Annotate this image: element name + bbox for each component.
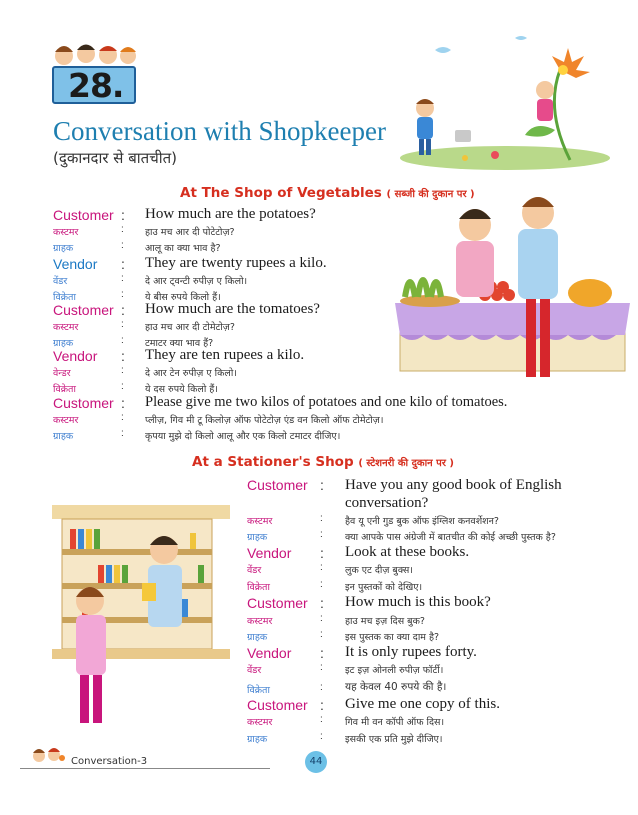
colon-separator: : xyxy=(320,682,323,693)
dialogue-text: ये बीस रुपये किलो हैं। xyxy=(145,292,221,303)
speaker-label: विक्रेता xyxy=(247,685,270,696)
speaker-label: Vendor xyxy=(53,256,98,272)
dialogue-text: क्या आपके पास अंग्रेजी में बातचीत की कोई अच्छी पुस्तक है? xyxy=(345,532,556,543)
dialogue-text: हैव यू एनी गुड बुक ऑफ इंग्लिश कनवर्शेशन? xyxy=(345,516,499,527)
footer-kids-icon xyxy=(30,742,66,766)
colon-separator: : xyxy=(320,697,324,713)
dialogue-text: आलू का क्या भाव है? xyxy=(145,243,221,254)
colon-separator: : xyxy=(320,731,323,742)
speaker-label: कस्टमर xyxy=(247,717,273,728)
dialogue-text: How much are the potatoes? xyxy=(145,206,316,222)
speaker-label: Customer xyxy=(53,207,114,223)
speaker-label: ग्राहक xyxy=(53,243,74,254)
speaker-label: Vendor xyxy=(53,348,98,364)
dialogue-text: It is only rupees forty. xyxy=(345,644,477,660)
colon-separator: : xyxy=(320,662,323,673)
speaker-label: विक्रेता xyxy=(247,582,270,593)
dialogue-text: Give me one copy of this. xyxy=(345,696,500,712)
vegetable-shop-illustration-icon xyxy=(390,185,630,385)
speaker-label: Customer xyxy=(53,395,114,411)
dialogue-text: हाउ मच आर दी टोमेटोज़? xyxy=(145,322,235,333)
dialogue-text: How much are the tomatoes? xyxy=(145,301,320,317)
footer-book-label: Conversation-3 xyxy=(71,756,148,767)
chapter-number-badge xyxy=(52,66,136,104)
speaker-label: कस्टमर xyxy=(247,616,273,627)
colon-separator: : xyxy=(121,381,124,392)
colon-separator: : xyxy=(121,256,125,272)
speaker-label: Customer xyxy=(247,595,308,611)
colon-separator: : xyxy=(320,595,324,611)
dialogue-text: इस पुस्तक का क्या दाम है? xyxy=(345,632,440,643)
colon-separator: : xyxy=(320,579,323,590)
dialogue-text: इन पुस्तकों को देखिए। xyxy=(345,582,423,593)
footer-divider xyxy=(20,768,270,769)
dialogue-text: हाउ मच आर दी पोटेटोज़? xyxy=(145,227,235,238)
dialogue-text: इट इज़ ओनली रुपीज़ फॉर्टी। xyxy=(345,665,444,676)
speaker-label: विक्रेता xyxy=(53,384,76,395)
speaker-label: ग्राहक xyxy=(247,734,268,745)
dialogue-text: Please give me two kilos of potatoes and one kilo of tomatoes. xyxy=(145,394,508,410)
dialogue-text: conversation? xyxy=(345,495,429,511)
colon-separator: : xyxy=(121,224,124,235)
colon-separator: : xyxy=(121,335,124,346)
page-title: Conversation with Shopkeeper xyxy=(53,116,386,146)
dialogue-text: दे आर ट्वन्टी रुपीज़ ए किलो। xyxy=(145,276,248,287)
speaker-label: ग्राहक xyxy=(247,532,268,543)
dialogue-text: लुक एट दीज़ बुक्स। xyxy=(345,565,413,576)
dialogue-text: Look at these books. xyxy=(345,544,470,560)
colon-separator: : xyxy=(121,428,124,439)
page-number: 44 xyxy=(305,751,327,773)
section-vegetables-title: At The Shop of Vegetables xyxy=(180,185,382,201)
kids-illustration-icon xyxy=(50,36,138,68)
colon-separator: : xyxy=(320,529,323,540)
chapter-number: 28. xyxy=(68,66,124,105)
speaker-label: Vendor xyxy=(247,545,292,561)
colon-separator: : xyxy=(320,477,324,493)
speaker-label: ग्राहक xyxy=(53,338,74,349)
speaker-label: ग्राहक xyxy=(53,431,74,442)
dialogue-text: यह केवल 40 रुपये की है। xyxy=(345,681,447,693)
speaker-label: Customer xyxy=(247,697,308,713)
dialogue-text: How much is this book? xyxy=(345,594,491,610)
dialogue-text: Have you any good book of English xyxy=(345,477,562,493)
section-stationer-title-hindi: ( स्टेशनरी की दुकान पर ) xyxy=(358,458,455,469)
colon-separator: : xyxy=(320,545,324,561)
speaker-label: कस्टमर xyxy=(53,322,79,333)
colon-separator: : xyxy=(320,645,324,661)
speaker-label: ग्राहक xyxy=(247,632,268,643)
speaker-label: विक्रेता xyxy=(53,292,76,303)
page-subtitle: (दुकानदार से बातचीत) xyxy=(53,149,178,167)
speaker-label: Customer xyxy=(247,477,308,493)
speaker-label: Vendor xyxy=(247,645,292,661)
speaker-label: वेंडर xyxy=(247,665,262,676)
section-vegetables-title-hindi: ( सब्जी की दुकान पर ) xyxy=(386,189,475,200)
children-garden-illustration-icon xyxy=(395,30,615,170)
colon-separator: : xyxy=(121,289,124,300)
colon-separator: : xyxy=(121,412,124,423)
dialogue-text: हाउ मच इज़ दिस बुक? xyxy=(345,616,425,627)
speaker-label: Customer xyxy=(53,302,114,318)
colon-separator: : xyxy=(121,240,124,251)
colon-separator: : xyxy=(320,513,323,524)
section-stationer-title: At a Stationer's Shop xyxy=(192,454,354,470)
dialogue-text: प्लीज़, गिव मी टू किलोज़ ऑफ पोटेटोज़ एंड वन किलो ऑफ टोमेटोज़। xyxy=(145,415,384,426)
colon-separator: : xyxy=(121,207,125,223)
colon-separator: : xyxy=(320,629,323,640)
colon-separator: : xyxy=(121,348,125,364)
speaker-label: कस्टमर xyxy=(53,415,79,426)
dialogue-text: कृपया मुझे दो किलो आलू और एक किलो टमाटर दीजिए। xyxy=(145,431,341,442)
dialogue-text: दे आर टेन रुपीज़ ए किलो। xyxy=(145,368,237,379)
dialogue-text: They are twenty rupees a kilo. xyxy=(145,255,327,271)
speaker-label: वेंडर xyxy=(53,276,68,287)
colon-separator: : xyxy=(121,302,125,318)
dialogue-text: टमाटर क्या भाव हैं? xyxy=(145,338,214,349)
dialogue-text: They are ten rupees a kilo. xyxy=(145,347,305,363)
colon-separator: : xyxy=(121,273,124,284)
colon-separator: : xyxy=(121,395,125,411)
colon-separator: : xyxy=(121,319,124,330)
colon-separator: : xyxy=(121,365,124,376)
dialogue-text: गिव मी वन कॉपी ऑफ दिस। xyxy=(345,717,445,728)
colon-separator: : xyxy=(320,613,323,624)
speaker-label: वेंडर xyxy=(247,565,262,576)
colon-separator: : xyxy=(320,562,323,573)
dialogue-text: ये दस रुपये किलो हैं। xyxy=(145,384,218,395)
colon-separator: : xyxy=(320,714,323,725)
speaker-label: वेन्डर xyxy=(53,368,71,379)
section-stationer-heading xyxy=(192,454,454,470)
dialogue-text: इसकी एक प्रति मुझे दीजिए। xyxy=(345,734,443,745)
speaker-label: कस्टमर xyxy=(247,516,273,527)
stationery-shop-illustration-icon xyxy=(52,505,230,733)
speaker-label: कस्टमर xyxy=(53,227,79,238)
